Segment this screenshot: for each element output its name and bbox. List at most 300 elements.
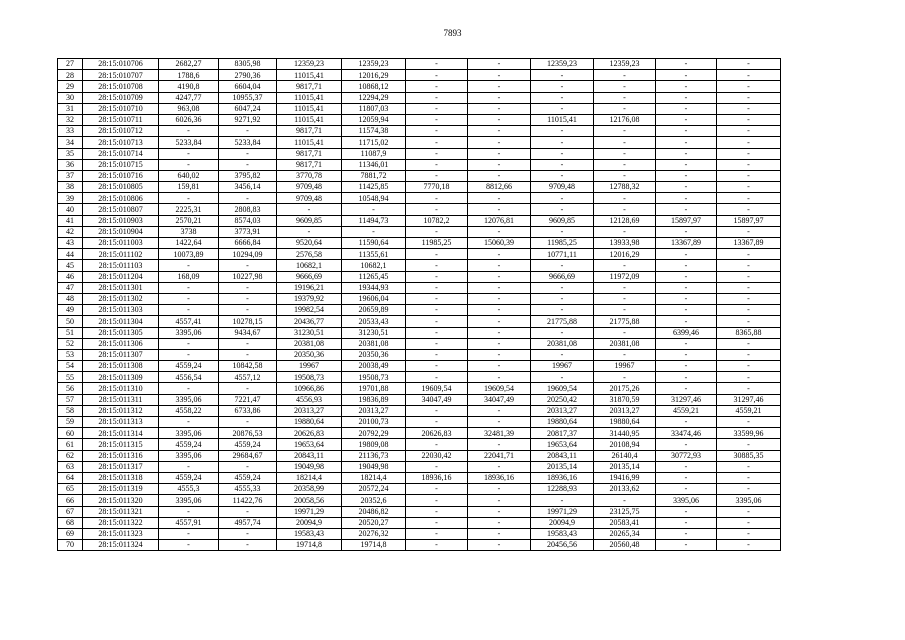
value-cell: 11425,85: [342, 182, 406, 193]
value-cell: -: [531, 349, 594, 360]
value-cell: -: [717, 204, 781, 215]
value-cell: -: [406, 260, 468, 271]
value-cell: 10278,15: [219, 316, 277, 327]
table-row: [58, 238, 781, 249]
value-cell: 10682,1: [342, 260, 406, 271]
value-cell: -: [468, 70, 531, 81]
value-cell: 963,08: [159, 103, 219, 114]
value-cell: 12788,32: [594, 182, 656, 193]
value-cell: 19880,64: [277, 417, 342, 428]
value-cell: 12359,23: [342, 59, 406, 70]
value-cell: -: [656, 349, 717, 360]
value-cell: 4559,24: [219, 439, 277, 450]
value-cell: 6666,84: [219, 238, 277, 249]
row-number-cell: 70: [58, 540, 83, 551]
cadastral-number-cell: 28:15:011301: [83, 282, 159, 293]
value-cell: -: [406, 148, 468, 159]
row-number-cell: 57: [58, 394, 83, 405]
value-cell: -: [717, 484, 781, 495]
value-cell: -: [717, 137, 781, 148]
value-cell: -: [594, 293, 656, 304]
cadastral-number-cell: 28:15:011312: [83, 405, 159, 416]
value-cell: -: [531, 204, 594, 215]
value-cell: -: [406, 81, 468, 92]
value-cell: 12059,94: [342, 114, 406, 125]
value-cell: -: [656, 193, 717, 204]
row-number-cell: 40: [58, 204, 83, 215]
row-number-cell: 46: [58, 271, 83, 282]
table-row: [58, 103, 781, 114]
value-cell: -: [717, 417, 781, 428]
value-cell: 10868,12: [342, 81, 406, 92]
value-cell: 20792,29: [342, 428, 406, 439]
row-number-cell: 45: [58, 260, 83, 271]
value-cell: -: [468, 316, 531, 327]
value-cell: 640,02: [159, 170, 219, 181]
value-cell: -: [219, 506, 277, 517]
value-cell: 20135,14: [594, 461, 656, 472]
value-cell: -: [717, 372, 781, 383]
value-cell: -: [717, 338, 781, 349]
value-cell: -: [656, 103, 717, 114]
value-cell: 9817,71: [277, 81, 342, 92]
value-cell: -: [656, 126, 717, 137]
cadastral-number-cell: 28:15:011311: [83, 394, 159, 405]
value-cell: -: [406, 271, 468, 282]
value-cell: 11985,25: [531, 238, 594, 249]
value-cell: 31870,59: [594, 394, 656, 405]
value-cell: 4247,77: [159, 92, 219, 103]
value-cell: 20276,32: [342, 528, 406, 539]
value-cell: -: [594, 495, 656, 506]
table-row: [58, 226, 781, 237]
value-cell: -: [656, 249, 717, 260]
value-cell: 4559,21: [656, 405, 717, 416]
value-cell: -: [406, 349, 468, 360]
value-cell: -: [531, 372, 594, 383]
value-cell: -: [468, 103, 531, 114]
value-cell: 3395,06: [159, 450, 219, 461]
value-cell: 31230,51: [277, 327, 342, 338]
value-cell: 20313,27: [277, 405, 342, 416]
value-cell: -: [594, 372, 656, 383]
value-cell: -: [594, 349, 656, 360]
value-cell: 10966,86: [277, 383, 342, 394]
table-row: [58, 506, 781, 517]
value-cell: -: [531, 126, 594, 137]
cadastral-number-cell: 28:15:011317: [83, 461, 159, 472]
value-cell: 19416,99: [594, 472, 656, 483]
value-cell: -: [656, 540, 717, 551]
value-cell: 11346,01: [342, 159, 406, 170]
value-cell: -: [717, 282, 781, 293]
value-cell: -: [219, 282, 277, 293]
value-cell: -: [219, 126, 277, 137]
value-cell: 21775,88: [594, 316, 656, 327]
value-cell: 20094,9: [531, 517, 594, 528]
value-cell: 19609,54: [468, 383, 531, 394]
cadastral-number-cell: 28:15:010806: [83, 193, 159, 204]
value-cell: 20058,56: [277, 495, 342, 506]
value-cell: -: [219, 528, 277, 539]
value-cell: 20381,08: [531, 338, 594, 349]
value-cell: -: [717, 260, 781, 271]
value-cell: 9817,71: [277, 148, 342, 159]
value-cell: -: [717, 114, 781, 125]
value-cell: 11015,41: [277, 114, 342, 125]
value-cell: -: [406, 137, 468, 148]
value-cell: 8812,66: [468, 182, 531, 193]
value-cell: 10955,37: [219, 92, 277, 103]
value-cell: -: [468, 81, 531, 92]
value-cell: -: [468, 293, 531, 304]
value-cell: 7221,47: [219, 394, 277, 405]
value-cell: -: [656, 372, 717, 383]
value-cell: 34047,49: [468, 394, 531, 405]
value-cell: -: [468, 114, 531, 125]
value-cell: 6047,24: [219, 103, 277, 114]
value-cell: -: [656, 260, 717, 271]
cadastral-number-cell: 28:15:010903: [83, 215, 159, 226]
table-row: [58, 394, 781, 405]
value-cell: 11422,76: [219, 495, 277, 506]
value-cell: -: [219, 349, 277, 360]
value-cell: -: [594, 204, 656, 215]
value-cell: -: [468, 226, 531, 237]
value-cell: 20250,42: [531, 394, 594, 405]
value-cell: 19508,73: [342, 372, 406, 383]
value-cell: 19344,93: [342, 282, 406, 293]
value-cell: 11015,41: [531, 114, 594, 125]
value-cell: -: [531, 495, 594, 506]
row-number-cell: 44: [58, 249, 83, 260]
value-cell: 20313,27: [594, 405, 656, 416]
table-row: [58, 81, 781, 92]
value-cell: 12359,23: [277, 59, 342, 70]
value-cell: -: [717, 70, 781, 81]
value-cell: 21775,88: [531, 316, 594, 327]
value-cell: 6026,36: [159, 114, 219, 125]
row-number-cell: 67: [58, 506, 83, 517]
cadastral-number-cell: 28:15:010807: [83, 204, 159, 215]
value-cell: -: [531, 293, 594, 304]
value-cell: -: [531, 282, 594, 293]
cadastral-number-cell: 28:15:010709: [83, 92, 159, 103]
value-cell: 10227,98: [219, 271, 277, 282]
cadastral-number-cell: 28:15:010716: [83, 170, 159, 181]
value-cell: 20135,14: [531, 461, 594, 472]
value-cell: 15897,97: [717, 215, 781, 226]
table-row: [58, 316, 781, 327]
cadastral-number-cell: 28:15:010714: [83, 148, 159, 159]
value-cell: 5233,84: [159, 137, 219, 148]
cadastral-number-cell: 28:15:010711: [83, 114, 159, 125]
value-cell: 2570,21: [159, 215, 219, 226]
value-cell: 19196,21: [277, 282, 342, 293]
value-cell: -: [406, 372, 468, 383]
row-number-cell: 48: [58, 293, 83, 304]
value-cell: -: [717, 361, 781, 372]
value-cell: -: [468, 338, 531, 349]
value-cell: -: [717, 540, 781, 551]
row-number-cell: 43: [58, 238, 83, 249]
cadastral-number-cell: 28:15:011321: [83, 506, 159, 517]
value-cell: -: [717, 59, 781, 70]
value-cell: 30772,93: [656, 450, 717, 461]
value-cell: 3795,82: [219, 170, 277, 181]
value-cell: -: [468, 137, 531, 148]
value-cell: 19609,54: [531, 383, 594, 394]
value-cell: 4190,8: [159, 81, 219, 92]
value-cell: 9709,48: [531, 182, 594, 193]
table-row: [58, 170, 781, 181]
row-number-cell: 39: [58, 193, 83, 204]
value-cell: -: [277, 204, 342, 215]
value-cell: 18936,16: [406, 472, 468, 483]
value-cell: -: [656, 316, 717, 327]
cadastral-number-cell: 28:15:011320: [83, 495, 159, 506]
page-number: 7893: [443, 28, 462, 38]
table-row: [58, 484, 781, 495]
row-number-cell: 65: [58, 484, 83, 495]
value-cell: 3395,06: [656, 495, 717, 506]
value-cell: 19971,29: [277, 506, 342, 517]
table-row: [58, 349, 781, 360]
value-cell: -: [406, 92, 468, 103]
value-cell: 3395,06: [159, 327, 219, 338]
value-cell: -: [656, 148, 717, 159]
value-cell: -: [531, 148, 594, 159]
row-number-cell: 68: [58, 517, 83, 528]
value-cell: -: [468, 327, 531, 338]
row-number-cell: 58: [58, 405, 83, 416]
value-cell: 6733,86: [219, 405, 277, 416]
value-cell: -: [531, 226, 594, 237]
value-cell: -: [159, 540, 219, 551]
table-row: [58, 293, 781, 304]
value-cell: 11494,73: [342, 215, 406, 226]
value-cell: 3395,06: [159, 428, 219, 439]
value-cell: -: [219, 461, 277, 472]
table-row: [58, 450, 781, 461]
row-number-cell: 54: [58, 361, 83, 372]
value-cell: -: [468, 517, 531, 528]
row-number-cell: 50: [58, 316, 83, 327]
value-cell: -: [717, 226, 781, 237]
cadastral-number-cell: 28:15:011305: [83, 327, 159, 338]
value-cell: -: [468, 92, 531, 103]
value-cell: -: [594, 92, 656, 103]
value-cell: 3456,14: [219, 182, 277, 193]
value-cell: 3738: [159, 226, 219, 237]
value-cell: 8305,98: [219, 59, 277, 70]
value-cell: -: [342, 226, 406, 237]
value-cell: -: [406, 59, 468, 70]
row-number-cell: 53: [58, 349, 83, 360]
cadastral-number-cell: 28:15:011314: [83, 428, 159, 439]
value-cell: -: [219, 417, 277, 428]
value-cell: -: [468, 405, 531, 416]
value-cell: 19508,73: [277, 372, 342, 383]
value-cell: 33599,96: [717, 428, 781, 439]
value-cell: -: [656, 305, 717, 316]
value-cell: 4559,24: [159, 472, 219, 483]
value-cell: -: [468, 439, 531, 450]
value-cell: 15060,39: [468, 238, 531, 249]
row-number-cell: 27: [58, 59, 83, 70]
table-row: [58, 92, 781, 103]
value-cell: 11715,02: [342, 137, 406, 148]
value-cell: 1788,6: [159, 70, 219, 81]
value-cell: 3770,78: [277, 170, 342, 181]
table-row: [58, 282, 781, 293]
value-cell: -: [159, 528, 219, 539]
value-cell: -: [159, 305, 219, 316]
value-cell: 11985,25: [406, 238, 468, 249]
value-cell: -: [594, 260, 656, 271]
table-row: [58, 405, 781, 416]
value-cell: -: [656, 170, 717, 181]
row-number-cell: 30: [58, 92, 83, 103]
value-cell: 10073,89: [159, 249, 219, 260]
table-row: [58, 137, 781, 148]
table-row: [58, 383, 781, 394]
value-cell: 20350,36: [342, 349, 406, 360]
value-cell: -: [406, 70, 468, 81]
value-cell: 19714,8: [277, 540, 342, 551]
cadastral-number-cell: 28:15:011102: [83, 249, 159, 260]
value-cell: -: [656, 506, 717, 517]
value-cell: 4559,24: [219, 472, 277, 483]
value-cell: -: [159, 148, 219, 159]
row-number-cell: 49: [58, 305, 83, 316]
value-cell: 19967: [277, 361, 342, 372]
value-cell: 4557,41: [159, 316, 219, 327]
value-cell: 31297,46: [717, 394, 781, 405]
cadastral-number-cell: 28:15:011324: [83, 540, 159, 551]
value-cell: 18936,16: [531, 472, 594, 483]
value-cell: 20436,77: [277, 316, 342, 327]
value-cell: -: [219, 383, 277, 394]
value-cell: 20520,27: [342, 517, 406, 528]
value-cell: 20265,34: [594, 528, 656, 539]
cadastral-number-cell: 28:15:010706: [83, 59, 159, 70]
value-cell: 5233,84: [219, 137, 277, 148]
value-cell: 20381,08: [594, 338, 656, 349]
cadastral-number-cell: 28:15:010708: [83, 81, 159, 92]
value-cell: 20876,53: [219, 428, 277, 439]
row-number-cell: 38: [58, 182, 83, 193]
value-cell: 20381,08: [342, 338, 406, 349]
row-number-cell: 41: [58, 215, 83, 226]
value-cell: 9271,92: [219, 114, 277, 125]
table-row: [58, 114, 781, 125]
cadastral-number-cell: 28:15:010715: [83, 159, 159, 170]
value-cell: -: [406, 103, 468, 114]
value-cell: 11015,41: [277, 70, 342, 81]
cadastral-number-cell: 28:15:010904: [83, 226, 159, 237]
value-cell: -: [594, 148, 656, 159]
value-cell: -: [468, 126, 531, 137]
value-cell: -: [656, 383, 717, 394]
value-cell: 1422,64: [159, 238, 219, 249]
cadastral-number-cell: 28:15:010710: [83, 103, 159, 114]
table-row: [58, 428, 781, 439]
value-cell: -: [406, 114, 468, 125]
value-cell: 19049,98: [342, 461, 406, 472]
value-cell: -: [468, 506, 531, 517]
value-cell: -: [717, 349, 781, 360]
value-cell: -: [531, 103, 594, 114]
value-cell: 13367,89: [717, 238, 781, 249]
row-number-cell: 33: [58, 126, 83, 137]
value-cell: -: [159, 461, 219, 472]
value-cell: -: [656, 417, 717, 428]
value-cell: 19880,64: [531, 417, 594, 428]
table-row: [58, 528, 781, 539]
cadastral-number-cell: 28:15:011313: [83, 417, 159, 428]
value-cell: -: [594, 137, 656, 148]
value-cell: 10771,11: [531, 249, 594, 260]
cadastral-number-cell: 28:15:010805: [83, 182, 159, 193]
value-cell: 11015,41: [277, 137, 342, 148]
value-cell: -: [531, 137, 594, 148]
value-cell: -: [406, 484, 468, 495]
value-cell: 4558,22: [159, 405, 219, 416]
value-cell: 9817,71: [277, 126, 342, 137]
value-cell: -: [219, 305, 277, 316]
value-cell: -: [717, 383, 781, 394]
value-cell: 19836,89: [342, 394, 406, 405]
value-cell: 15897,97: [656, 215, 717, 226]
value-cell: 9666,69: [531, 271, 594, 282]
value-cell: -: [656, 226, 717, 237]
value-cell: -: [656, 338, 717, 349]
value-cell: 20352,6: [342, 495, 406, 506]
value-cell: -: [468, 361, 531, 372]
value-cell: 168,09: [159, 271, 219, 282]
value-cell: 33474,46: [656, 428, 717, 439]
value-cell: -: [159, 506, 219, 517]
row-number-cell: 42: [58, 226, 83, 237]
value-cell: -: [656, 92, 717, 103]
value-cell: 29684,67: [219, 450, 277, 461]
value-cell: -: [342, 204, 406, 215]
value-cell: -: [656, 282, 717, 293]
table-row: [58, 417, 781, 428]
value-cell: 19609,54: [406, 383, 468, 394]
value-cell: -: [468, 148, 531, 159]
value-cell: 34047,49: [406, 394, 468, 405]
value-cell: 10682,1: [277, 260, 342, 271]
value-cell: -: [468, 59, 531, 70]
value-cell: -: [531, 260, 594, 271]
value-cell: -: [717, 293, 781, 304]
value-cell: 12076,81: [468, 215, 531, 226]
value-cell: 19701,88: [342, 383, 406, 394]
value-cell: -: [159, 159, 219, 170]
value-cell: 10842,58: [219, 361, 277, 372]
value-cell: 22030,42: [406, 450, 468, 461]
cadastral-number-cell: 28:15:011322: [83, 517, 159, 528]
value-cell: -: [406, 226, 468, 237]
table-row: [58, 495, 781, 506]
value-cell: 19982,54: [277, 305, 342, 316]
value-cell: -: [717, 305, 781, 316]
cadastral-number-cell: 28:15:011309: [83, 372, 159, 383]
value-cell: 19967: [531, 361, 594, 372]
value-cell: -: [594, 103, 656, 114]
